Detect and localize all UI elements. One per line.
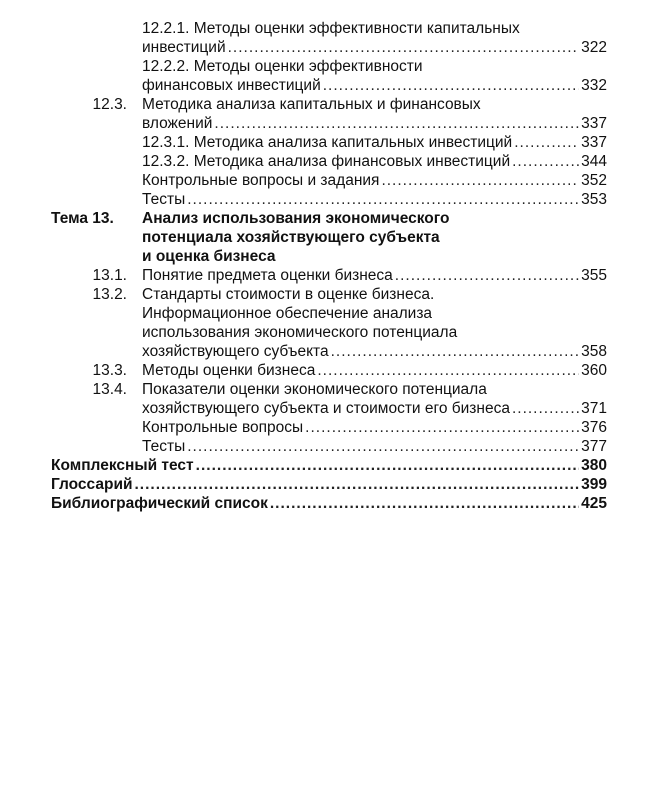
page-number: 360	[581, 362, 607, 379]
entry-title-line: 12.2.2. Методы оценки эффективности	[142, 58, 423, 75]
section-number: 13.1.	[92, 267, 127, 284]
toc-entry-link[interactable]	[142, 76, 607, 95]
dot-leader	[270, 494, 579, 513]
section-number: 12.3.	[92, 96, 127, 113]
page-number: 358	[581, 343, 607, 360]
dot-leader	[187, 437, 579, 456]
dot-leader	[323, 76, 579, 95]
toc-entry-link[interactable]	[142, 133, 607, 152]
entry-title: 12.3.1. Методика анализа капитальных инвестиций	[142, 134, 513, 151]
page-number: 337	[581, 134, 607, 151]
entry-title: Контрольные вопросы	[142, 419, 304, 436]
section-number: 13.2.	[92, 286, 127, 303]
entry-title: финансовых инвестиций	[142, 77, 321, 94]
dot-leader	[228, 38, 580, 57]
page-number: 377	[581, 438, 607, 455]
entry-title: Контрольные вопросы и задания	[142, 172, 380, 189]
page-number: 353	[581, 191, 607, 208]
toc-entry-link[interactable]	[51, 494, 607, 513]
toc-entry-link[interactable]	[142, 190, 607, 209]
entry-title: хозяйствующего субъекта	[142, 343, 329, 360]
toc-entry-link[interactable]	[142, 266, 607, 285]
dot-leader	[514, 133, 579, 152]
page-number: 332	[581, 77, 607, 94]
entry-title-line: использования экономического потенциала	[142, 324, 458, 341]
toc-row	[0, 95, 658, 114]
entry-title-line: и оценка бизнеса	[142, 248, 276, 265]
dot-leader	[331, 342, 580, 361]
toc-entry-link[interactable]	[142, 38, 607, 57]
toc-entry-link[interactable]	[142, 437, 607, 456]
dot-leader	[135, 475, 580, 494]
toc-row	[0, 76, 658, 95]
toc-entry-link[interactable]	[142, 114, 607, 133]
page-number: 371	[581, 400, 607, 417]
toc-row	[0, 456, 658, 475]
section-number: Тема 13.	[51, 210, 114, 227]
toc-entry-link[interactable]	[51, 475, 607, 494]
toc-entry-link[interactable]	[51, 456, 607, 475]
page-number: 399	[581, 476, 607, 493]
page-number: 352	[581, 172, 607, 189]
page-number: 322	[581, 39, 607, 56]
dot-leader	[187, 190, 579, 209]
toc-row	[0, 266, 658, 285]
page-number: 425	[581, 495, 607, 512]
page-number: 355	[581, 267, 607, 284]
dot-leader	[214, 114, 579, 133]
toc-row	[0, 475, 658, 494]
dot-leader	[395, 266, 579, 285]
dot-leader	[512, 399, 579, 418]
toc-row	[0, 57, 658, 76]
toc-entry-link[interactable]	[142, 171, 607, 190]
toc-row	[0, 171, 658, 190]
toc-row	[0, 323, 658, 342]
toc-row	[0, 437, 658, 456]
section-number: 13.4.	[92, 381, 127, 398]
dot-leader	[305, 418, 579, 437]
table-of-contents	[0, 19, 658, 513]
toc-row	[0, 19, 658, 38]
entry-title: Методы оценки бизнеса	[142, 362, 316, 379]
toc-row	[0, 133, 658, 152]
toc-row	[0, 152, 658, 171]
entry-title-line: 12.2.1. Методы оценки эффективности капитальных	[142, 20, 520, 37]
toc-row	[0, 38, 658, 57]
entry-title-line: Стандарты стоимости в оценке бизнеса.	[142, 286, 435, 303]
section-number: 13.3.	[92, 362, 127, 379]
toc-entry-link[interactable]	[142, 418, 607, 437]
toc-row	[0, 399, 658, 418]
toc-row	[0, 114, 658, 133]
entry-title: Тесты	[142, 438, 186, 455]
toc-row	[0, 380, 658, 399]
entry-title: Библиографический список	[51, 495, 268, 512]
toc-entry-link[interactable]	[142, 361, 607, 380]
entry-title-line: Анализ использования экономического	[142, 210, 450, 227]
toc-entry-link[interactable]	[142, 152, 607, 171]
entry-title: Понятие предмета оценки бизнеса	[142, 267, 393, 284]
entry-title-line: Показатели оценки экономического потенциала	[142, 381, 487, 398]
entry-title: хозяйствующего субъекта и стоимости его бизнеса	[142, 400, 510, 417]
page-number: 337	[581, 115, 607, 132]
toc-row	[0, 304, 658, 323]
entry-title-line: потенциала хозяйствующего субъекта	[142, 229, 440, 246]
toc-row	[0, 361, 658, 380]
toc-row	[0, 494, 658, 513]
toc-entry-link[interactable]	[142, 399, 607, 418]
page-number: 376	[581, 419, 607, 436]
toc-row	[0, 209, 658, 228]
toc-row	[0, 285, 658, 304]
toc-row	[0, 247, 658, 266]
entry-title: вложений	[142, 115, 213, 132]
toc-row	[0, 190, 658, 209]
entry-title: Тесты	[142, 191, 186, 208]
toc-row	[0, 342, 658, 361]
page-number: 344	[581, 153, 607, 170]
toc-entry-link[interactable]	[142, 342, 607, 361]
entry-title: 12.3.2. Методика анализа финансовых инвестиций	[142, 153, 511, 170]
dot-leader	[317, 361, 579, 380]
page-number: 380	[581, 457, 607, 474]
toc-row	[0, 418, 658, 437]
entry-title-line: Методика анализа капитальных и финансовых	[142, 96, 481, 113]
dot-leader	[381, 171, 579, 190]
entry-title: Комплексный тест	[51, 457, 194, 474]
entry-title-line: Информационное обеспечение анализа	[142, 305, 433, 322]
toc-row	[0, 228, 658, 247]
dot-leader	[196, 456, 579, 475]
dot-leader	[512, 152, 579, 171]
entry-title: инвестиций	[142, 39, 226, 56]
entry-title: Глоссарий	[51, 476, 133, 493]
